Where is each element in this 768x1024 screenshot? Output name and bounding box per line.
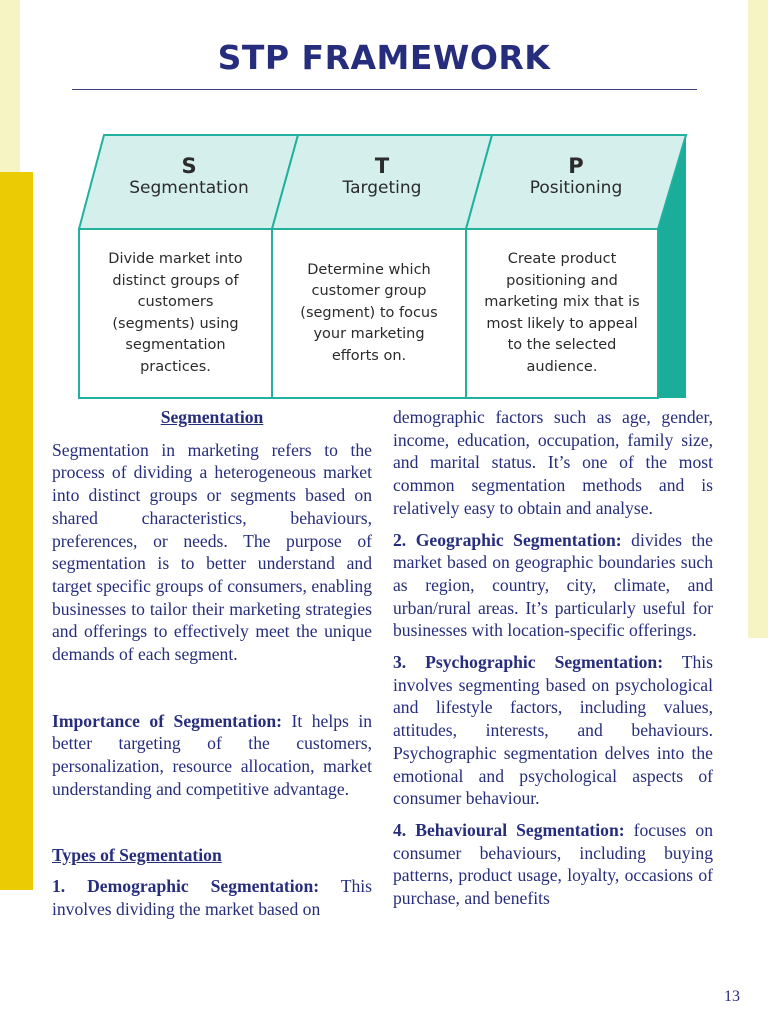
left-column: [52, 406, 372, 921]
stp-letter-t: T: [374, 154, 390, 178]
stp-label-s: [92, 154, 286, 198]
right-column: [393, 406, 713, 910]
types-heading: Types of Segmentation: [52, 844, 222, 865]
stp-letter-s: S: [181, 154, 197, 178]
importance-label: Importance of Segmentation:: [52, 710, 283, 731]
demographic-label: 1. Demographic Segmentation:: [52, 876, 320, 897]
demographic-text-start: This involves dividing the market based on: [52, 876, 372, 919]
stp-description-s: Divide market into distinct groups of customers (segments) using segmentation practices.: [108, 251, 243, 375]
stp-label-p: [479, 154, 673, 198]
stp-letter-p: P: [568, 154, 584, 178]
stp-name-t: Targeting: [342, 178, 422, 198]
stp-description-t: Determine which customer group (segment) to focus your marketing efforts on.: [300, 261, 438, 364]
demographic-paragraph-continued: demographic factors such as age, gender, income, education, occupation, family size, and marital status. It’s one of the most common segmentation methods and is relatively easy to obtain and analyse.: [393, 407, 713, 518]
stp-name-s: Segmentation: [129, 178, 249, 198]
geographic-text: divides the market based on geographic boundaries such as region, country, city, climate, and urban/rural areas. It’s particularly useful for businesses with location-specific offerings.: [393, 529, 713, 641]
page-number: 13: [724, 988, 740, 1005]
stp-diagram: [0, 0, 768, 410]
psychographic-label: 3. Psychographic Segmentation:: [393, 652, 664, 673]
section-heading-segmentation: Segmentation: [160, 407, 264, 427]
behavioural-label: 4. Behavioural Segmentation:: [393, 819, 625, 840]
importance-paragraph: [52, 710, 372, 801]
page-title: STP FRAMEWORK: [217, 38, 551, 77]
behavioural-text: focuses on consumer behaviours, including buying patterns, product usage, loyalty, occasions of purchase, and benefits: [393, 819, 713, 909]
behavioural-paragraph: [393, 819, 713, 910]
segmentation-intro-paragraph: Segmentation in marketing refers to the process of dividing a heterogeneous market into distinct groups or segments based on shared characteristics, behaviours, preferences, or needs. The purpose of segmentation is to better understand and target specific groups of consumers, enabling businesses to tailor their marketing strategies and offerings to effectively meet the unique demands of each segment.: [52, 439, 372, 665]
geographic-paragraph: [393, 529, 713, 643]
importance-text: It helps in better targeting of the customers, personalization, resource allocation, market understanding and competitive advantage.: [52, 710, 373, 799]
stp-name-p: Positioning: [529, 178, 623, 198]
stp-description-p: Create product positioning and marketing mix that is most likely to appeal to the selected audience.: [484, 251, 640, 375]
geographic-label: 2. Geographic Segmentation:: [393, 529, 622, 550]
demographic-paragraph-start: [52, 875, 372, 920]
psychographic-text: This involves segmenting based on psychological and lifestyle factors, including values, attitudes, interests, and behaviours. Psychographic segmentation delves into the emotional and psychological aspects of consumer behaviour.: [393, 652, 713, 809]
psychographic-paragraph: [393, 651, 713, 810]
stp-label-t: [285, 154, 479, 198]
